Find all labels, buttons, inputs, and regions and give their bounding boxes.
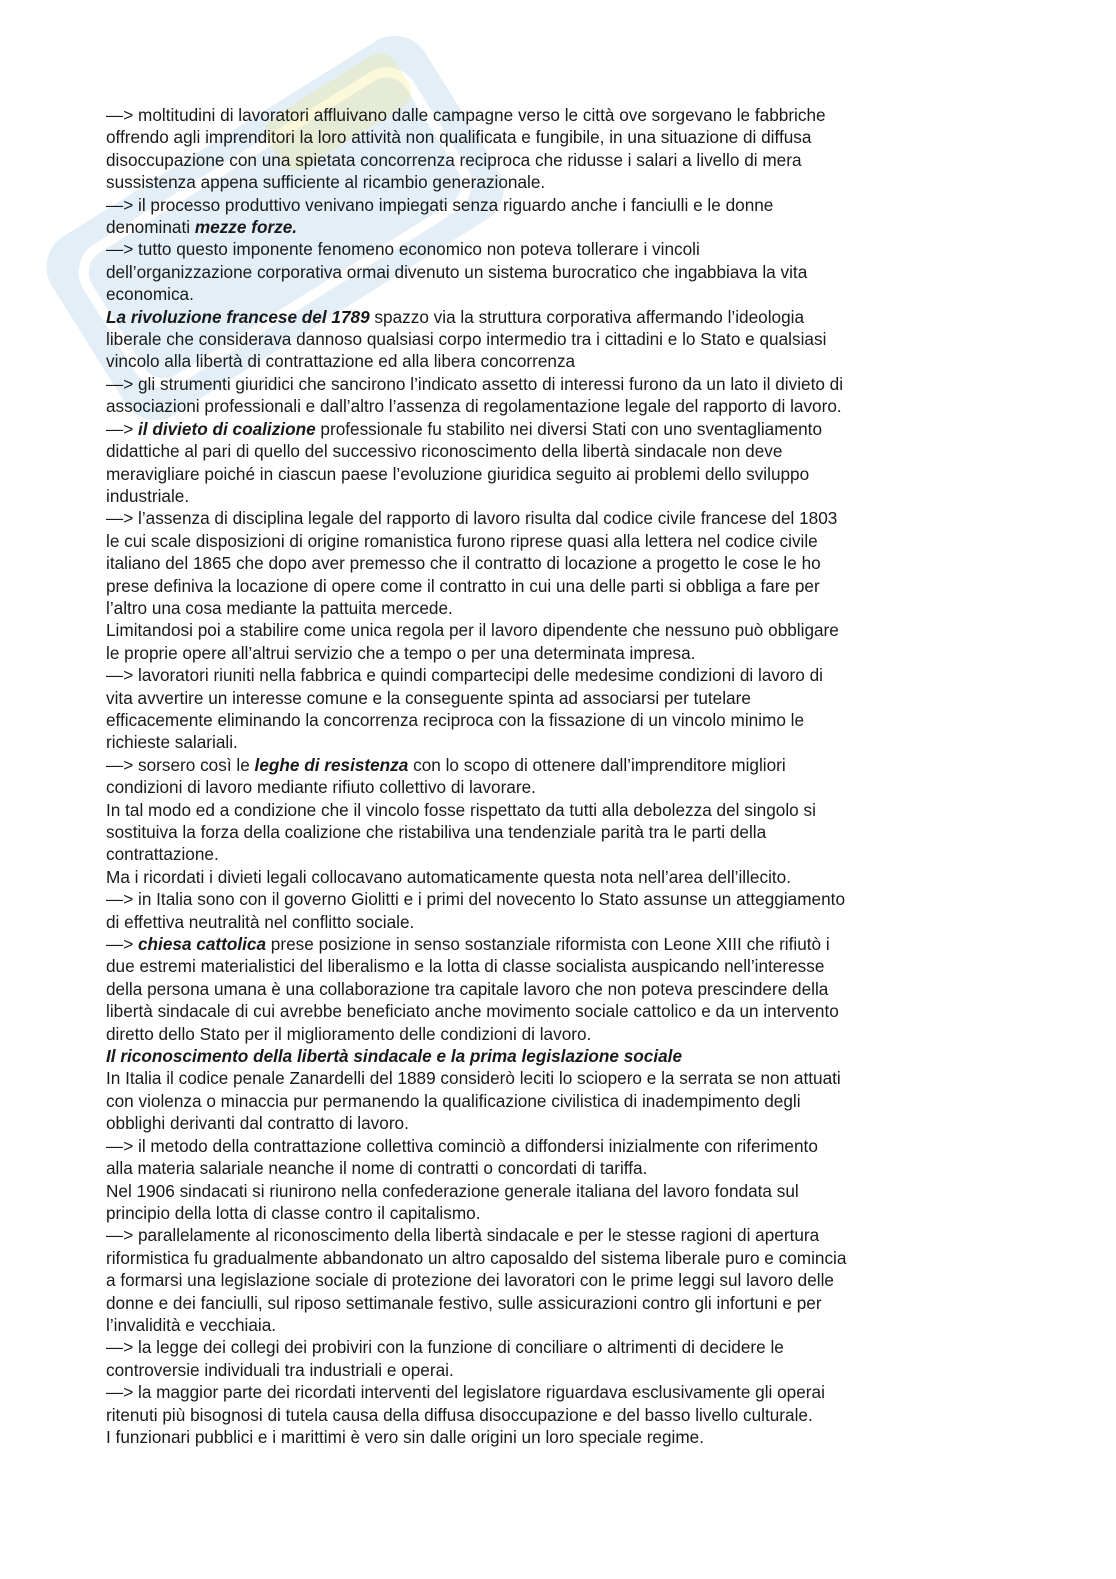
- text-segment: principio della lotta di classe contro il capitalismo.: [106, 1202, 481, 1223]
- text-segment: prese posizione in senso sostanziale riformista con Leone XIII che rifiutò i: [266, 934, 830, 955]
- text-line: [106, 1202, 1026, 1224]
- text-segment: dell’organizzazione corporativa ormai divenuto un sistema burocratico che ingabbiava la vita: [106, 261, 808, 282]
- text-line: [106, 1180, 1026, 1202]
- text-segment: —> gli strumenti giuridici che sancirono l’indicato assetto di interessi furono da un lato il divieto di: [106, 373, 844, 394]
- text-segment: spazzo via la struttura corporativa affermando l’ideologia: [369, 306, 805, 327]
- text-line: [106, 799, 1026, 821]
- emphasized-text: Il riconoscimento della libertà sindacale e la prima legislazione sociale: [106, 1046, 682, 1067]
- text-segment: —> l’assenza di disciplina legale del rapporto di lavoro risulta dal codice civile francese del 1803: [106, 508, 838, 529]
- text-line: [106, 687, 1026, 709]
- text-segment: l’altro una cosa mediante la pattuita mercede.: [106, 597, 453, 618]
- text-segment: richieste salariali.: [106, 732, 238, 753]
- text-segment: professionale fu stabilito nei diversi Stati con uno sventagliamento: [315, 418, 823, 439]
- emphasized-text: La rivoluzione francese del 1789: [106, 306, 370, 327]
- text-segment: l’invalidità e vecchiaia.: [106, 1314, 277, 1335]
- text-segment: a formarsi una legislazione sociale di protezione dei lavoratori con le prime leggi sul lavoro delle: [106, 1270, 834, 1291]
- text-line: [106, 866, 1026, 888]
- text-segment: obblighi derivanti dal contratto di lavoro.: [106, 1113, 409, 1134]
- text-segment: —> sorsero così le: [106, 754, 255, 775]
- text-line: [106, 194, 1026, 216]
- text-line: [106, 1336, 1026, 1358]
- text-line: [106, 978, 1026, 1000]
- text-line: [106, 1023, 1026, 1045]
- text-segment: —> il metodo della contrattazione collettiva cominciò a diffondersi inizialmente con riferimento: [106, 1135, 818, 1156]
- text-segment: donne e dei fanciulli, sul riposo settimanale festivo, sulle assicurazioni contro gli infortuni e per: [106, 1292, 822, 1313]
- emphasized-text: mezze forze.: [194, 217, 298, 238]
- text-segment: —> in Italia sono con il governo Giolitti e i primi del novecento lo Stato assunse un atteggiamento: [106, 889, 846, 910]
- text-segment: riformistica fu gradualmente abbandonato un altro caposaldo del sistema liberale puro e comincia: [106, 1247, 847, 1268]
- text-line: [106, 619, 1026, 641]
- document-page: [106, 104, 1026, 1448]
- text-line: [106, 1381, 1026, 1403]
- text-segment: disoccupazione con una spietata concorrenza reciproca che ridusse i salari a livello di mera: [106, 149, 802, 170]
- text-line: [106, 1292, 1026, 1314]
- text-line: [106, 530, 1026, 552]
- text-line: [106, 754, 1026, 776]
- text-line: [106, 328, 1026, 350]
- text-line: [106, 709, 1026, 731]
- text-segment: —>: [106, 934, 138, 955]
- text-segment: liberale che considerava dannoso qualsiasi corpo intermedio tra i cittadini e lo Stato e qualsiasi: [106, 329, 827, 350]
- text-line: [106, 642, 1026, 664]
- text-line: [106, 1157, 1026, 1179]
- text-segment: offrendo agli imprenditori la loro attività non qualificata e fungibile, in una situazione di diffusa: [106, 127, 812, 148]
- text-line: [106, 1000, 1026, 1022]
- text-segment: controversie individuali tra industriali e operai.: [106, 1359, 454, 1380]
- text-line: [106, 843, 1026, 865]
- emphasized-text: leghe di resistenza: [254, 754, 409, 775]
- text-segment: alla materia salariale neanche il nome di contratti o concordati di tariffa.: [106, 1158, 648, 1179]
- text-segment: sostituiva la forza della coalizione che ristabiliva una tendenziale parità tra le parti della: [106, 822, 767, 842]
- text-line: [106, 1135, 1026, 1157]
- text-segment: —> moltitudini di lavoratori affluivano dalle campagne verso le città ove sorgevano le fabbriche: [106, 105, 826, 125]
- text-line: [106, 664, 1026, 686]
- text-line: [106, 1090, 1026, 1112]
- text-line: [106, 911, 1026, 933]
- text-line: [106, 238, 1026, 260]
- text-line: [106, 597, 1026, 619]
- text-segment: vincolo alla libertà di contrattazione ed alla libera concorrenza: [106, 351, 576, 372]
- text-line: [106, 395, 1026, 417]
- text-line: [106, 1112, 1026, 1134]
- text-segment: italiano del 1865 che dopo aver premesso che il contratto di locazione a progetto le cose le ho: [106, 553, 821, 574]
- text-segment: —> il processo produttivo venivano impiegati senza riguardo anche i fanciulli e le donne: [106, 194, 774, 215]
- text-segment: Nel 1906 sindacati si riunirono nella confederazione generale italiana del lavoro fondata sul: [106, 1180, 799, 1201]
- text-line: [106, 1314, 1026, 1336]
- text-segment: due estremi materialistici del liberalismo e la lotta di classe socialista auspicando nell’interesse: [106, 956, 825, 977]
- text-segment: In Italia il codice penale Zanardelli del 1889 considerò leciti lo sciopero e la serrata se non attuati: [106, 1068, 841, 1089]
- text-line: [106, 485, 1026, 507]
- text-line: [106, 463, 1026, 485]
- emphasized-text: il divieto di coalizione: [138, 418, 316, 439]
- text-segment: —> la maggior parte dei ricordati interventi del legislatore riguardava esclusivamente gli operai: [106, 1382, 825, 1403]
- text-segment: prese definiva la locazione di opere come il contratto in cui una delle parti si obbliga a fare per: [106, 575, 820, 596]
- text-line: [106, 731, 1026, 753]
- text-segment: della persona umana è una collaborazione tra capitale lavoro che non poteva prescindere della: [106, 978, 829, 999]
- text-segment: —> lavoratori riuniti nella fabbrica e quindi compartecipi delle medesime condizioni di lavoro di: [106, 665, 823, 686]
- text-line: [106, 1404, 1026, 1426]
- text-line: [106, 776, 1026, 798]
- text-segment: condizioni di lavoro mediante rifiuto collettivo di lavorare.: [106, 777, 536, 798]
- text-line: [106, 1224, 1026, 1246]
- text-line: [106, 1067, 1026, 1089]
- emphasized-text: chiesa cattolica: [138, 934, 267, 955]
- text-line: [106, 821, 1026, 843]
- text-line: [106, 955, 1026, 977]
- text-segment: contrattazione.: [106, 844, 219, 865]
- text-line: [106, 418, 1026, 440]
- text-segment: le proprie opere all’altrui servizio che a tempo o per una determinata impresa.: [106, 642, 696, 663]
- text-line: [106, 283, 1026, 305]
- text-line: [106, 306, 1026, 328]
- text-segment: didattiche al pari di quello del successivo riconoscimento della libertà sindacale non deve: [106, 441, 783, 462]
- text-segment: industriale.: [106, 485, 190, 506]
- text-line: [106, 216, 1026, 238]
- text-line: [106, 261, 1026, 283]
- text-segment: di effettiva neutralità nel conflitto sociale.: [106, 911, 415, 932]
- text-line: [106, 149, 1026, 171]
- text-segment: Ma i ricordati i divieti legali collocavano automaticamente questa nota nell’area dell’illecito.: [106, 866, 791, 887]
- text-line: [106, 440, 1026, 462]
- text-segment: meravigliare poiché in ciascun paese l’evoluzione giuridica seguito ai problemi dello sviluppo: [106, 463, 810, 484]
- text-line: [106, 104, 1026, 126]
- text-segment: associazioni professionali e dall’altro l’assenza di regolamentazione legale del rapporto di lavoro.: [106, 396, 842, 417]
- text-segment: In tal modo ed a condizione che il vincolo fosse rispettato da tutti alla debolezza del singolo si: [106, 799, 816, 820]
- text-segment: con violenza o minaccia pur permanendo la qualificazione civilistica di inadempimento degli: [106, 1090, 801, 1111]
- text-line: [106, 373, 1026, 395]
- text-segment: vita avvertire un interesse comune e la conseguente spinta ad associarsi per tutelare: [106, 687, 751, 708]
- text-line: [106, 1045, 1026, 1067]
- text-line: [106, 1247, 1026, 1269]
- text-line: [106, 933, 1026, 955]
- text-line: [106, 1359, 1026, 1381]
- text-segment: economica.: [106, 284, 194, 305]
- text-line: [106, 350, 1026, 372]
- text-line: [106, 126, 1026, 148]
- text-line: [106, 507, 1026, 529]
- text-line: [106, 171, 1026, 193]
- text-segment: —>: [106, 418, 138, 439]
- text-segment: Limitandosi poi a stabilire come unica regola per il lavoro dipendente che nessuno può obbligare: [106, 620, 839, 641]
- text-line: [106, 1269, 1026, 1291]
- text-segment: I funzionari pubblici e i marittimi è vero sin dalle origini un loro speciale regime.: [106, 1426, 705, 1447]
- text-segment: sussistenza appena sufficiente al ricambio generazionale.: [106, 172, 546, 193]
- text-line: [106, 552, 1026, 574]
- text-segment: le cui scale disposizioni di origine romanistica furono riprese quasi alla lettera nel codice civile: [106, 530, 818, 551]
- text-line: [106, 888, 1026, 910]
- text-segment: efficacemente eliminando la concorrenza reciproca con la fissazione di un vincolo minimo le: [106, 709, 805, 730]
- text-segment: —> la legge dei collegi dei probiviri con la funzione di conciliare o altrimenti di decidere le: [106, 1337, 784, 1358]
- text-segment: ritenuti più bisognosi di tutela causa della diffusa disoccupazione e del basso livello culturale.: [106, 1404, 813, 1425]
- text-segment: —> parallelamente al riconoscimento della libertà sindacale e per le stesse ragioni di apertura: [106, 1225, 820, 1246]
- text-line: [106, 1426, 1026, 1448]
- text-segment: denominati: [106, 217, 195, 238]
- text-segment: libertà sindacale di cui avrebbe beneficiato anche movimento sociale cattolico e da un intervento: [106, 1001, 839, 1022]
- text-line: [106, 575, 1026, 597]
- text-segment: diretto dello Stato per il miglioramento delle condizioni di lavoro.: [106, 1023, 592, 1044]
- text-segment: con lo scopo di ottenere dall’imprenditore migliori: [408, 754, 786, 775]
- text-segment: —> tutto questo imponente fenomeno economico non poteva tollerare i vincoli: [106, 239, 700, 260]
